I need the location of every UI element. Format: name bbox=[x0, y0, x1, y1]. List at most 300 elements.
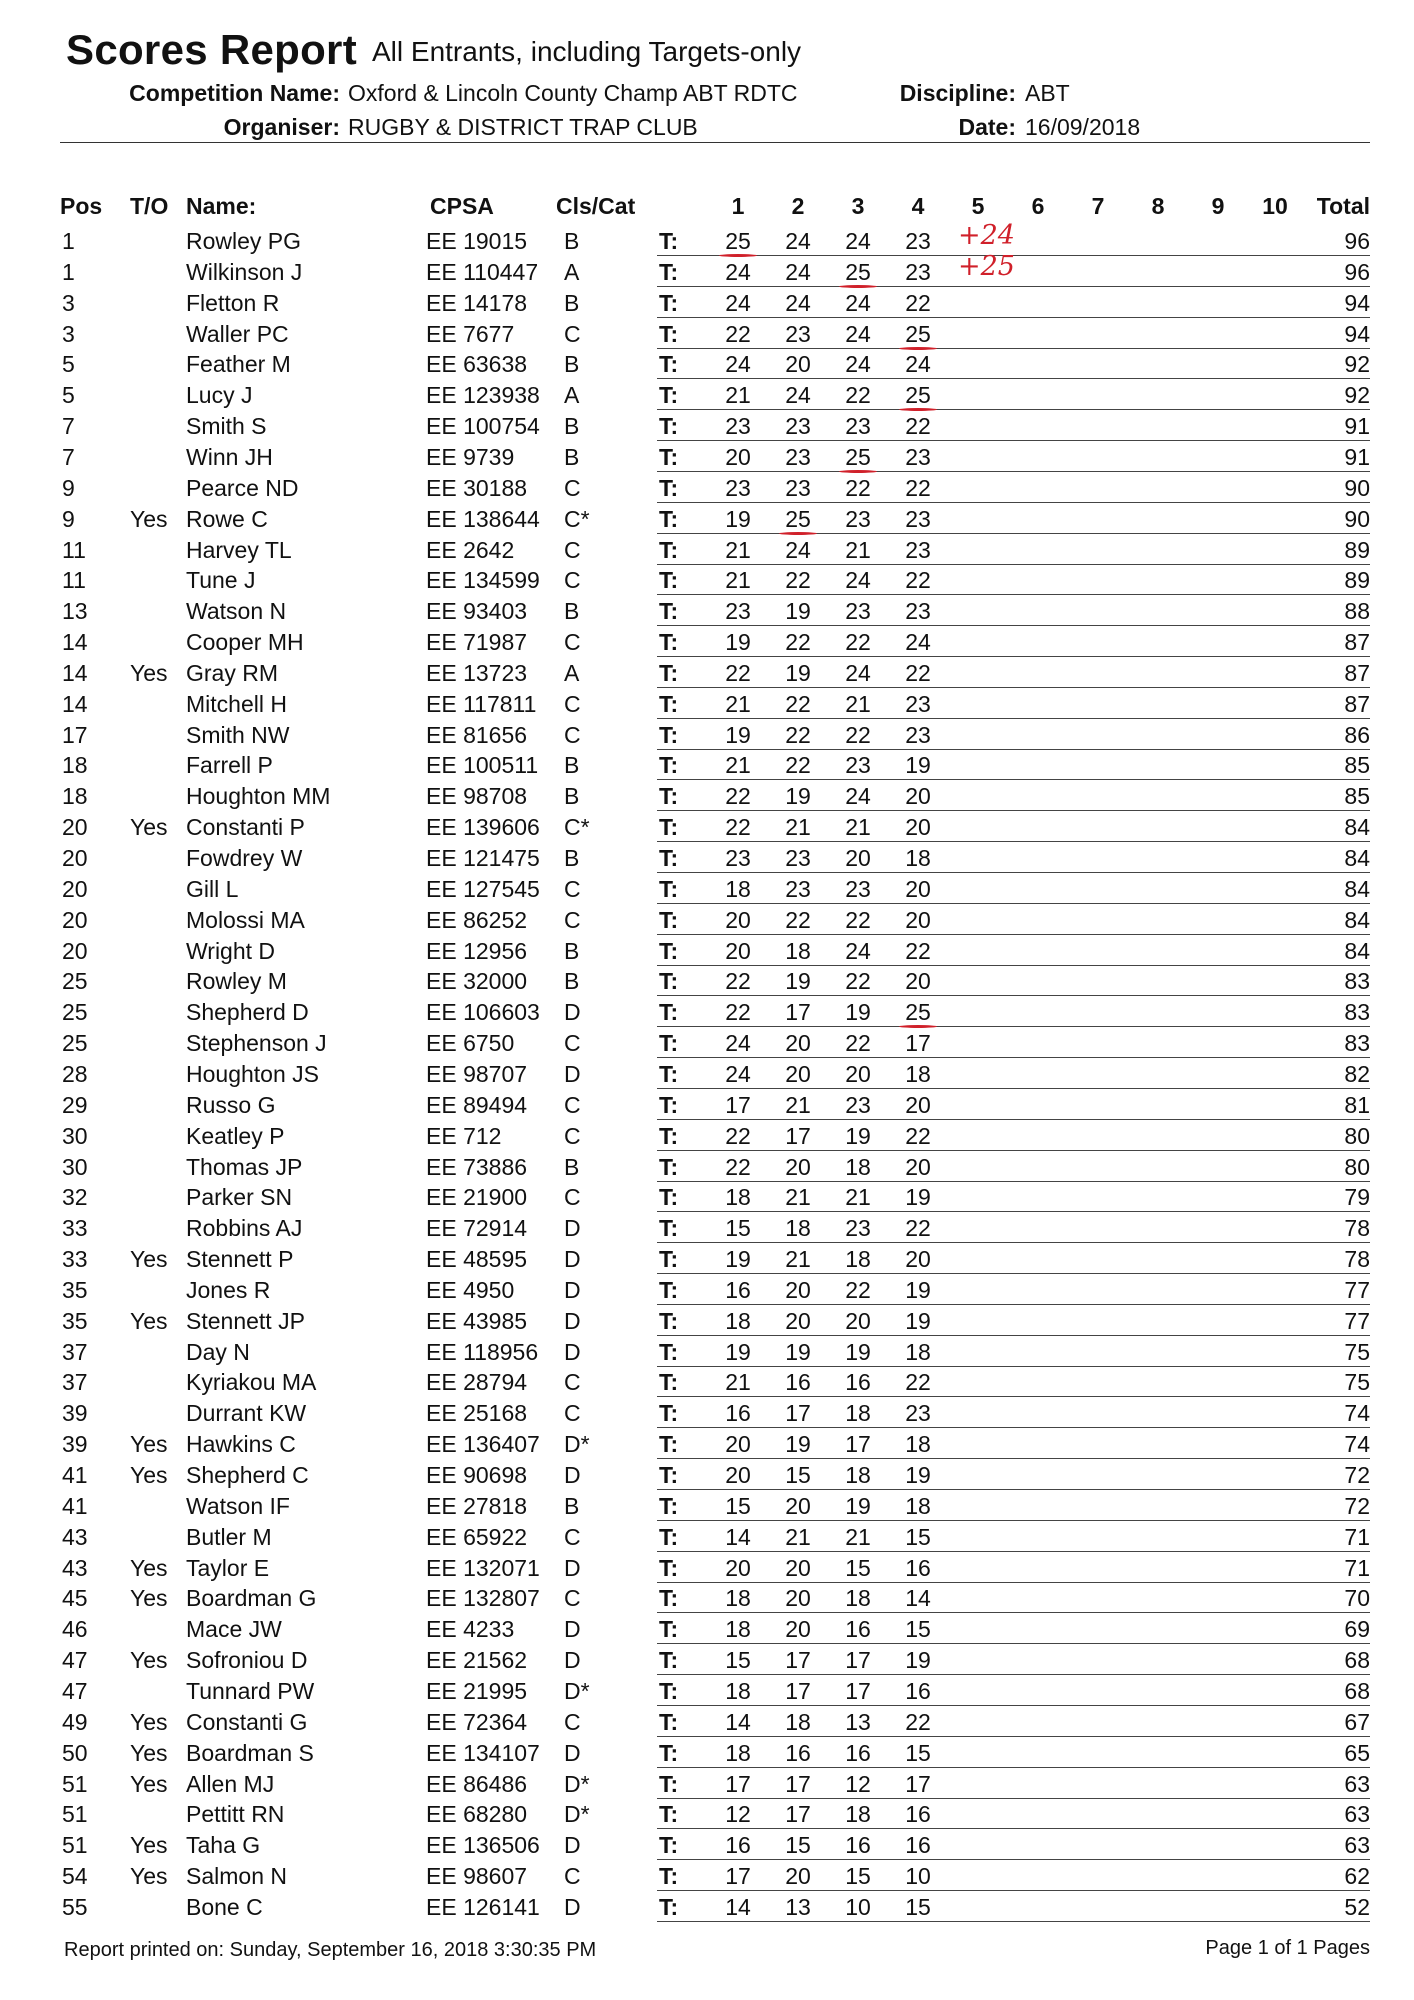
row-cpsa: EE 127545 bbox=[426, 875, 540, 902]
row-total: 83 bbox=[1344, 999, 1370, 1026]
row-total: 82 bbox=[1344, 1060, 1370, 1087]
row-total: 74 bbox=[1344, 1400, 1370, 1427]
row-score-round-2: 20 bbox=[785, 1276, 811, 1303]
row-score-round-3: 25 bbox=[845, 443, 871, 470]
organiser-label: Organiser: bbox=[223, 114, 340, 140]
row-name: Wright D bbox=[186, 937, 276, 964]
row-score-round-4: 23 bbox=[905, 598, 931, 625]
row-score-round-1: 24 bbox=[725, 1060, 751, 1087]
row-score-round-2: 17 bbox=[785, 1647, 811, 1674]
row-pos: 11 bbox=[62, 536, 86, 563]
row-score-round-1: 18 bbox=[725, 1739, 751, 1766]
row-type: T: bbox=[659, 1801, 679, 1828]
row-name: Houghton MM bbox=[186, 783, 331, 810]
row-score-round-4: 15 bbox=[905, 1893, 931, 1920]
row-pos: 3 bbox=[62, 289, 75, 316]
row-type: T: bbox=[659, 1893, 679, 1920]
row-type: T: bbox=[659, 1585, 679, 1612]
row-pos: 20 bbox=[62, 814, 88, 841]
table-row bbox=[0, 1892, 1414, 1923]
col-round-2: 2 bbox=[791, 193, 805, 219]
row-targets-only: Yes bbox=[130, 1708, 168, 1735]
row-type: T: bbox=[659, 845, 679, 871]
row-total: 84 bbox=[1344, 845, 1370, 871]
row-score-round-1: 19 bbox=[725, 1246, 751, 1273]
row-score-round-4: 23 bbox=[905, 258, 931, 285]
row-underline bbox=[657, 872, 1370, 873]
row-total: 62 bbox=[1344, 1863, 1370, 1890]
row-total: 71 bbox=[1344, 1554, 1370, 1581]
row-total: 92 bbox=[1344, 351, 1370, 378]
row-score-round-1: 22 bbox=[725, 783, 751, 810]
row-type: T: bbox=[659, 598, 679, 625]
row-score-round-1: 12 bbox=[725, 1801, 751, 1828]
row-cpsa: EE 68280 bbox=[426, 1801, 528, 1828]
row-type: T: bbox=[659, 443, 679, 470]
report-subtitle: All Entrants, including Targets-only bbox=[372, 36, 802, 67]
row-score-round-3: 16 bbox=[845, 1832, 871, 1859]
row-score-round-2: 23 bbox=[785, 413, 811, 440]
row-score-round-4: 17 bbox=[905, 1030, 931, 1057]
report-printed-date: Report printed on: Sunday, September 16, 2018 3:30:35 PM bbox=[64, 1939, 597, 1961]
row-class: B bbox=[564, 783, 580, 810]
row-score-round-3: 17 bbox=[845, 1677, 871, 1704]
row-score-round-1: 22 bbox=[725, 659, 751, 686]
row-type: T: bbox=[659, 629, 679, 656]
row-pos: 51 bbox=[62, 1832, 88, 1859]
row-class: C bbox=[564, 1523, 581, 1550]
row-score-round-2: 21 bbox=[785, 1523, 811, 1550]
row-score-round-2: 24 bbox=[785, 258, 811, 285]
row-score-round-2: 23 bbox=[785, 845, 811, 871]
table-row bbox=[0, 257, 1414, 288]
col-total: Total bbox=[1316, 193, 1370, 219]
row-name: Smith S bbox=[186, 413, 267, 440]
row-cpsa: EE 89494 bbox=[426, 1091, 528, 1118]
col-cls: Cls/Cat bbox=[556, 193, 636, 219]
row-type: T: bbox=[659, 906, 679, 933]
row-targets-only: Yes bbox=[130, 1554, 168, 1581]
row-class: B bbox=[564, 228, 580, 254]
row-score-round-2: 23 bbox=[785, 320, 811, 347]
row-name: Watson N bbox=[186, 598, 287, 625]
row-cpsa: EE 14178 bbox=[426, 289, 528, 316]
score-highlight-mark bbox=[779, 532, 817, 535]
row-class: C bbox=[564, 536, 581, 563]
row-score-round-1: 18 bbox=[725, 1184, 751, 1211]
row-name: Taylor E bbox=[186, 1554, 270, 1581]
row-class: C bbox=[564, 1091, 581, 1118]
score-highlight-mark bbox=[839, 470, 877, 473]
row-score-round-3: 18 bbox=[845, 1801, 871, 1828]
row-targets-only: Yes bbox=[130, 1246, 168, 1273]
row-score-round-3: 18 bbox=[845, 1400, 871, 1427]
row-score-round-4: 10 bbox=[905, 1863, 931, 1890]
table-row bbox=[0, 504, 1414, 535]
row-total: 68 bbox=[1344, 1677, 1370, 1704]
row-score-round-3: 15 bbox=[845, 1863, 871, 1890]
table-row bbox=[0, 1337, 1414, 1368]
row-targets-only: Yes bbox=[130, 1832, 168, 1859]
table-row bbox=[0, 1059, 1414, 1090]
row-score-round-3: 24 bbox=[845, 567, 871, 594]
row-type: T: bbox=[659, 413, 679, 440]
row-class: B bbox=[564, 937, 580, 964]
row-underline bbox=[657, 1551, 1370, 1552]
col-round-7: 7 bbox=[1091, 193, 1105, 219]
row-underline bbox=[657, 1181, 1370, 1182]
row-score-round-2: 19 bbox=[785, 598, 811, 625]
row-total: 90 bbox=[1344, 505, 1370, 532]
row-type: T: bbox=[659, 721, 679, 748]
row-underline bbox=[657, 1828, 1370, 1829]
col-round-10: 10 bbox=[1262, 193, 1288, 219]
col-pos: Pos bbox=[60, 193, 103, 219]
row-score-round-4: 25 bbox=[905, 999, 931, 1026]
row-type: T: bbox=[659, 690, 679, 717]
table-row bbox=[0, 1645, 1414, 1676]
row-score-round-4: 16 bbox=[905, 1832, 931, 1859]
row-score-round-1: 21 bbox=[725, 1369, 751, 1396]
row-score-round-3: 19 bbox=[845, 1492, 871, 1519]
row-type: T: bbox=[659, 567, 679, 594]
row-score-round-3: 24 bbox=[845, 937, 871, 964]
row-total: 63 bbox=[1344, 1770, 1370, 1797]
row-class: D bbox=[564, 999, 581, 1026]
row-name: Rowley PG bbox=[186, 228, 302, 254]
row-underline bbox=[657, 348, 1370, 349]
row-pos: 20 bbox=[62, 845, 88, 871]
row-score-round-4: 14 bbox=[905, 1585, 931, 1612]
row-name: Salmon N bbox=[186, 1863, 287, 1890]
row-score-round-4: 23 bbox=[905, 443, 931, 470]
row-underline bbox=[657, 409, 1370, 410]
row-class: D bbox=[564, 1647, 581, 1674]
row-targets-only: Yes bbox=[130, 1739, 168, 1766]
row-underline bbox=[657, 317, 1370, 318]
row-class: C bbox=[564, 1585, 581, 1612]
row-score-round-2: 22 bbox=[785, 752, 811, 779]
row-total: 96 bbox=[1344, 258, 1370, 285]
col-round-5: 5 bbox=[971, 193, 985, 219]
row-score-round-3: 24 bbox=[845, 351, 871, 378]
row-underline bbox=[657, 286, 1370, 287]
row-type: T: bbox=[659, 382, 679, 409]
row-name: Farrell P bbox=[186, 752, 273, 779]
row-name: Keatley P bbox=[186, 1122, 285, 1149]
row-score-round-1: 20 bbox=[725, 443, 751, 470]
row-score-round-4: 20 bbox=[905, 906, 931, 933]
row-name: Allen MJ bbox=[186, 1770, 275, 1797]
row-score-round-1: 22 bbox=[725, 1153, 751, 1180]
row-total: 85 bbox=[1344, 752, 1370, 779]
table-row bbox=[0, 349, 1414, 380]
row-pos: 1 bbox=[62, 228, 75, 254]
row-score-round-3: 17 bbox=[845, 1431, 871, 1458]
row-score-round-3: 18 bbox=[845, 1585, 871, 1612]
row-cpsa: EE 100511 bbox=[426, 752, 539, 779]
row-name: Russo G bbox=[186, 1091, 276, 1118]
row-class: D bbox=[564, 1246, 581, 1273]
table-row bbox=[0, 1553, 1414, 1584]
row-score-round-1: 19 bbox=[725, 629, 751, 656]
row-score-round-4: 22 bbox=[905, 413, 931, 440]
row-class: B bbox=[564, 289, 580, 316]
row-score-round-4: 22 bbox=[905, 937, 931, 964]
row-cpsa: EE 19015 bbox=[426, 228, 528, 254]
row-name: Mitchell H bbox=[186, 690, 287, 717]
row-name: Tunnard PW bbox=[186, 1677, 315, 1704]
row-total: 67 bbox=[1344, 1708, 1370, 1735]
row-underline bbox=[657, 1489, 1370, 1490]
row-underline bbox=[657, 502, 1370, 503]
row-score-round-4: 20 bbox=[905, 1153, 931, 1180]
row-score-round-3: 22 bbox=[845, 629, 871, 656]
row-cpsa: EE 136407 bbox=[426, 1431, 540, 1458]
row-score-round-3: 22 bbox=[845, 1030, 871, 1057]
row-score-round-1: 17 bbox=[725, 1863, 751, 1890]
row-score-round-4: 22 bbox=[905, 659, 931, 686]
row-pos: 1 bbox=[62, 258, 75, 285]
col-name: Name: bbox=[186, 193, 257, 219]
row-class: C bbox=[564, 721, 581, 748]
row-class: A bbox=[564, 659, 580, 686]
row-score-round-4: 18 bbox=[905, 1060, 931, 1087]
row-score-round-4: 24 bbox=[905, 351, 931, 378]
row-score-round-4: 16 bbox=[905, 1677, 931, 1704]
row-type: T: bbox=[659, 875, 679, 902]
row-type: T: bbox=[659, 1616, 679, 1643]
row-score-round-1: 22 bbox=[725, 320, 751, 347]
row-name: Rowley M bbox=[186, 968, 287, 995]
row-score-round-1: 14 bbox=[725, 1708, 751, 1735]
row-underline bbox=[657, 1026, 1370, 1027]
row-score-round-3: 20 bbox=[845, 845, 871, 871]
row-score-round-4: 22 bbox=[905, 289, 931, 316]
discipline-value: ABT bbox=[1025, 80, 1070, 106]
row-total: 79 bbox=[1344, 1184, 1370, 1211]
row-underline bbox=[657, 594, 1370, 595]
row-score-round-3: 23 bbox=[845, 1091, 871, 1118]
row-type: T: bbox=[659, 999, 679, 1026]
row-total: 84 bbox=[1344, 875, 1370, 902]
row-total: 68 bbox=[1344, 1647, 1370, 1674]
table-row bbox=[0, 812, 1414, 843]
row-class: D bbox=[564, 1893, 581, 1920]
row-score-round-3: 19 bbox=[845, 1122, 871, 1149]
row-pos: 41 bbox=[62, 1492, 88, 1519]
row-score-round-2: 18 bbox=[785, 1708, 811, 1735]
row-type: T: bbox=[659, 1030, 679, 1057]
row-total: 72 bbox=[1344, 1462, 1370, 1488]
row-score-round-2: 21 bbox=[785, 1091, 811, 1118]
row-score-round-1: 18 bbox=[725, 875, 751, 902]
row-pos: 33 bbox=[62, 1246, 88, 1273]
row-pos: 41 bbox=[62, 1462, 88, 1488]
table-row bbox=[0, 535, 1414, 566]
row-cpsa: EE 121475 bbox=[426, 845, 540, 871]
row-underline bbox=[657, 1582, 1370, 1583]
row-score-round-2: 20 bbox=[785, 351, 811, 378]
row-cpsa: EE 134599 bbox=[426, 567, 540, 594]
row-score-round-2: 17 bbox=[785, 1122, 811, 1149]
row-targets-only: Yes bbox=[130, 505, 168, 532]
row-total: 77 bbox=[1344, 1276, 1370, 1303]
row-score-round-2: 17 bbox=[785, 1400, 811, 1427]
table-row bbox=[0, 874, 1414, 905]
row-score-round-4: 16 bbox=[905, 1801, 931, 1828]
row-score-round-2: 20 bbox=[785, 1060, 811, 1087]
row-underline bbox=[657, 1427, 1370, 1428]
date-label: Date: bbox=[958, 114, 1016, 140]
row-type: T: bbox=[659, 1431, 679, 1458]
row-underline bbox=[657, 625, 1370, 626]
row-score-round-4: 22 bbox=[905, 474, 931, 501]
row-cpsa: EE 126141 bbox=[426, 1893, 540, 1920]
row-score-round-3: 17 bbox=[845, 1647, 871, 1674]
row-underline bbox=[657, 1520, 1370, 1521]
row-pos: 51 bbox=[62, 1801, 88, 1828]
row-score-round-3: 21 bbox=[845, 690, 871, 717]
row-underline bbox=[657, 471, 1370, 472]
row-name: Robbins AJ bbox=[186, 1215, 303, 1242]
row-name: Butler M bbox=[186, 1523, 272, 1550]
row-score-round-4: 25 bbox=[905, 382, 931, 409]
row-underline bbox=[657, 1396, 1370, 1397]
row-pos: 20 bbox=[62, 875, 88, 902]
score-highlight-mark bbox=[899, 347, 937, 350]
row-score-round-3: 22 bbox=[845, 1276, 871, 1303]
table-row bbox=[0, 1213, 1414, 1244]
col-cpsa: CPSA bbox=[430, 193, 494, 219]
row-class: D bbox=[564, 1307, 581, 1334]
table-row bbox=[0, 380, 1414, 411]
row-type: T: bbox=[659, 1184, 679, 1211]
row-pos: 7 bbox=[62, 443, 75, 470]
row-type: T: bbox=[659, 1215, 679, 1242]
row-total: 94 bbox=[1344, 289, 1370, 316]
row-score-round-2: 21 bbox=[785, 1246, 811, 1273]
row-underline bbox=[657, 995, 1370, 996]
row-pos: 18 bbox=[62, 752, 88, 779]
row-score-round-2: 20 bbox=[785, 1492, 811, 1519]
row-score-round-1: 18 bbox=[725, 1585, 751, 1612]
row-score-round-2: 15 bbox=[785, 1832, 811, 1859]
row-class: C bbox=[564, 875, 581, 902]
row-score-round-1: 20 bbox=[725, 937, 751, 964]
row-targets-only: Yes bbox=[130, 1863, 168, 1890]
row-total: 72 bbox=[1344, 1492, 1370, 1519]
row-score-round-1: 18 bbox=[725, 1677, 751, 1704]
row-type: T: bbox=[659, 1708, 679, 1735]
row-name: Winn JH bbox=[186, 443, 273, 470]
row-score-round-2: 21 bbox=[785, 1184, 811, 1211]
row-cpsa: EE 21900 bbox=[426, 1184, 528, 1211]
competition-label: Competition Name: bbox=[129, 80, 340, 106]
row-score-round-1: 16 bbox=[725, 1276, 751, 1303]
table-row bbox=[0, 319, 1414, 350]
row-cpsa: EE 6750 bbox=[426, 1030, 515, 1057]
row-score-round-3: 13 bbox=[845, 1708, 871, 1735]
row-score-round-2: 23 bbox=[785, 443, 811, 470]
row-score-round-4: 23 bbox=[905, 1400, 931, 1427]
row-name: Cooper MH bbox=[186, 629, 304, 656]
row-class: C bbox=[564, 629, 581, 656]
row-score-round-3: 22 bbox=[845, 721, 871, 748]
row-score-round-2: 19 bbox=[785, 968, 811, 995]
row-pos: 25 bbox=[62, 1030, 88, 1057]
row-name: Taha G bbox=[186, 1832, 261, 1859]
row-underline bbox=[657, 965, 1370, 966]
row-underline bbox=[657, 718, 1370, 719]
row-total: 80 bbox=[1344, 1122, 1370, 1149]
row-underline bbox=[657, 1304, 1370, 1305]
score-highlight-mark bbox=[719, 254, 757, 257]
row-class: C bbox=[564, 1400, 581, 1427]
row-pos: 50 bbox=[62, 1739, 88, 1766]
table-row bbox=[0, 1429, 1414, 1460]
row-name: Boardman G bbox=[186, 1585, 317, 1612]
row-class: D* bbox=[564, 1770, 590, 1797]
row-total: 70 bbox=[1344, 1585, 1370, 1612]
row-underline bbox=[657, 378, 1370, 379]
row-pos: 30 bbox=[62, 1122, 88, 1149]
table-row bbox=[0, 565, 1414, 596]
row-cpsa: EE 30188 bbox=[426, 474, 528, 501]
row-class: B bbox=[564, 968, 580, 995]
header-rule bbox=[60, 142, 1370, 143]
row-name: Stennett P bbox=[186, 1246, 294, 1273]
row-class: B bbox=[564, 1492, 580, 1519]
row-total: 77 bbox=[1344, 1307, 1370, 1334]
row-name: Shepherd D bbox=[186, 999, 309, 1026]
row-name: Day N bbox=[186, 1338, 250, 1365]
row-score-round-4: 18 bbox=[905, 1431, 931, 1458]
row-total: 91 bbox=[1344, 413, 1370, 440]
row-type: T: bbox=[659, 1770, 679, 1797]
row-score-round-4: 20 bbox=[905, 875, 931, 902]
row-score-round-4: 20 bbox=[905, 1246, 931, 1273]
row-underline bbox=[657, 564, 1370, 565]
discipline-label: Discipline: bbox=[899, 80, 1016, 106]
row-score-round-4: 18 bbox=[905, 1492, 931, 1519]
row-underline bbox=[657, 1458, 1370, 1459]
row-name: Constanti P bbox=[186, 814, 305, 841]
row-score-round-2: 19 bbox=[785, 1431, 811, 1458]
row-score-round-2: 21 bbox=[785, 814, 811, 841]
row-score-round-2: 20 bbox=[785, 1585, 811, 1612]
row-underline bbox=[657, 656, 1370, 657]
row-score-round-4: 19 bbox=[905, 1647, 931, 1674]
row-type: T: bbox=[659, 968, 679, 995]
row-underline bbox=[657, 1890, 1370, 1891]
row-score-round-2: 19 bbox=[785, 659, 811, 686]
row-pos: 25 bbox=[62, 968, 88, 995]
row-type: T: bbox=[659, 1647, 679, 1674]
row-pos: 13 bbox=[62, 598, 88, 625]
row-score-round-4: 23 bbox=[905, 228, 931, 254]
row-total: 81 bbox=[1344, 1091, 1370, 1118]
row-name: Lucy J bbox=[186, 382, 253, 409]
row-cpsa: EE 123938 bbox=[426, 382, 540, 409]
row-score-round-2: 17 bbox=[785, 1770, 811, 1797]
row-total: 88 bbox=[1344, 598, 1370, 625]
row-cpsa: EE 100754 bbox=[426, 413, 540, 440]
row-type: T: bbox=[659, 1677, 679, 1704]
row-total: 78 bbox=[1344, 1215, 1370, 1242]
row-pos: 46 bbox=[62, 1616, 88, 1643]
row-name: Thomas JP bbox=[186, 1153, 303, 1180]
